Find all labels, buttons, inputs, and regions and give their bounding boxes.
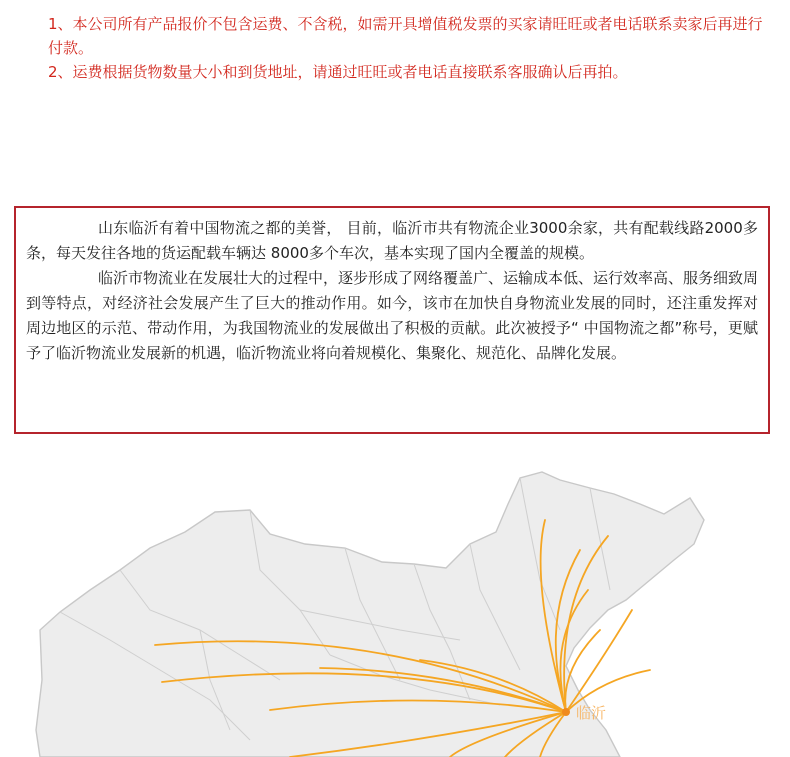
linyi-location-dot [562, 708, 570, 716]
shipping-notice [48, 12, 768, 84]
logistics-route-map [0, 440, 790, 757]
notice-line-2: 2、运费根据货物数量大小和到货地址，请通过旺旺或者电话直接联系客服确认后再拍。 [48, 63, 628, 81]
china-map-graphic [0, 440, 790, 757]
notice-line-1: 1、本公司所有产品报价不包含运费、不含税，如需开具增值税发票的买家请旺旺或者电话联系卖家后再进行付款。 [48, 15, 763, 57]
linyi-city-label: 临沂 [576, 704, 607, 722]
linyi-intro-box [14, 206, 770, 434]
intro-paragraph-1: 山东临沂有着中国物流之都的美誉， 目前，临沂市共有物流企业3000余家，共有配载线路2000多条，每天发往各地的货运配载车辆达 8000多个车次，基本实现了国内全覆盖的规模。 [26, 219, 758, 262]
intro-paragraph-2: 临沂市物流业在发展壮大的过程中，逐步形成了网络覆盖广、运输成本低、运行效率高、服务细致周到等特点，对经济社会发展产生了巨大的推动作用。如今，该市在加快自身物流业发展的同时，还注重发挥对周边地区的示范、带动作用，为我国物流业的发展做出了积极的贡献。此次被授予“ 中国物流之都”称号，更赋予了临沂物流业发展新的机遇，临沂物流业将向着规模化、集聚化、规范化、品牌化发展。 [26, 269, 759, 362]
